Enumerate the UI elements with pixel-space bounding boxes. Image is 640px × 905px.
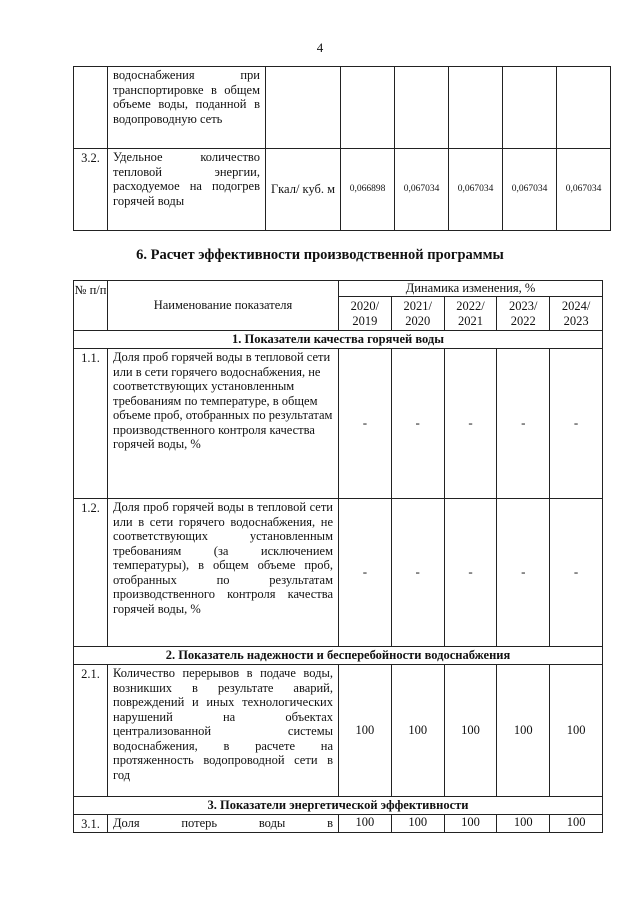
header-year: 2023/ 2022 — [497, 297, 550, 331]
value-cell: 100 — [444, 815, 497, 833]
table-row — [74, 149, 611, 231]
header-year: 2022/ 2021 — [444, 297, 497, 331]
section-row — [74, 331, 603, 349]
value-cell: - — [497, 349, 550, 499]
value-cell: - — [550, 499, 603, 647]
row-number: 3.2. — [74, 149, 108, 231]
value-cell — [449, 67, 503, 149]
unit-cell — [266, 67, 341, 149]
value-cell: - — [391, 349, 444, 499]
value-cell: 100 — [444, 665, 497, 797]
value-cell: 100 — [391, 665, 444, 797]
row-number: 3.1. — [74, 815, 108, 833]
row-number: 1.2. — [74, 499, 108, 647]
value-cell: 0,066898 — [341, 149, 395, 231]
row-number: 1.1. — [74, 349, 108, 499]
indicator-name: Доля проб горячей воды в тепловой сети или в сети горячего водоснабжения, не соответствующих установленным требованиям (за исключением температуры), в общем объеме проб, отобранных по результатам производственного контроля качества горячей воды, % — [108, 499, 339, 647]
continued-table — [73, 66, 611, 231]
unit-cell: Гкал/ куб. м — [266, 149, 341, 231]
value-cell: 100 — [550, 665, 603, 797]
section-heading: 1. Показатели качества горячей воды — [74, 331, 603, 349]
value-cell: 100 — [497, 665, 550, 797]
indicator-name: Доля потерь воды в — [108, 815, 339, 833]
value-cell: 0,067034 — [449, 149, 503, 231]
value-cell: 100 — [497, 815, 550, 833]
value-cell: - — [391, 499, 444, 647]
value-cell: - — [339, 349, 392, 499]
value-cell: 0,067034 — [503, 149, 557, 231]
page-number: 4 — [316, 40, 324, 55]
row-number: 2.1. — [74, 665, 108, 797]
value-cell — [341, 67, 395, 149]
value-cell: 100 — [339, 815, 392, 833]
indicator-name: Удельное количество тепловой энергии, расходуемое на подогрев горячей воды — [108, 149, 266, 231]
value-cell: - — [444, 349, 497, 499]
header-num: № п/п — [74, 281, 108, 331]
value-cell: - — [339, 499, 392, 647]
value-cell: - — [444, 499, 497, 647]
header-dynamics: Динамика изменения, % — [339, 281, 603, 297]
section-title: 6. Расчет эффективности производственной программы — [136, 247, 504, 263]
table-row — [74, 665, 603, 797]
header-row — [74, 281, 603, 297]
table-row — [74, 815, 603, 833]
value-cell: - — [497, 499, 550, 647]
header-year: 2021/ 2020 — [391, 297, 444, 331]
table-row — [74, 67, 611, 149]
table-row — [74, 499, 603, 647]
indicator-name: Количество перерывов в подаче воды, возникших в результате аварий, повреждений и иных технологических нарушений на объектах централизованной системы водоснабжения, в расчете на протяженность водопроводной сети в год — [108, 665, 339, 797]
indicator-name: водоснабжения при транспортировке в общем объеме воды, поданной в водопроводную сеть — [108, 67, 266, 149]
section-heading: 3. Показатели энергетической эффективности — [74, 797, 603, 815]
section-row — [74, 797, 603, 815]
header-year: 2020/ 2019 — [339, 297, 392, 331]
efficiency-table — [73, 280, 603, 833]
value-cell: 0,067034 — [395, 149, 449, 231]
value-cell — [503, 67, 557, 149]
section-heading: 2. Показатель надежности и бесперебойности водоснабжения — [74, 647, 603, 665]
value-cell — [395, 67, 449, 149]
indicator-name: Доля проб горячей воды в тепловой сети или в сети горячего водоснабжения, не соответствующих установленным требованиям по температуре, в общем объеме проб, отобранных по результатам производственного контроля качества горячей воды, % — [108, 349, 339, 499]
value-cell: 100 — [391, 815, 444, 833]
value-cell: 100 — [339, 665, 392, 797]
header-year: 2024/ 2023 — [550, 297, 603, 331]
value-cell: - — [550, 349, 603, 499]
row-number — [74, 67, 108, 149]
value-cell — [557, 67, 611, 149]
header-name: Наименование показателя — [108, 281, 339, 331]
value-cell: 0,067034 — [557, 149, 611, 231]
section-row — [74, 647, 603, 665]
value-cell: 100 — [550, 815, 603, 833]
table-row — [74, 349, 603, 499]
